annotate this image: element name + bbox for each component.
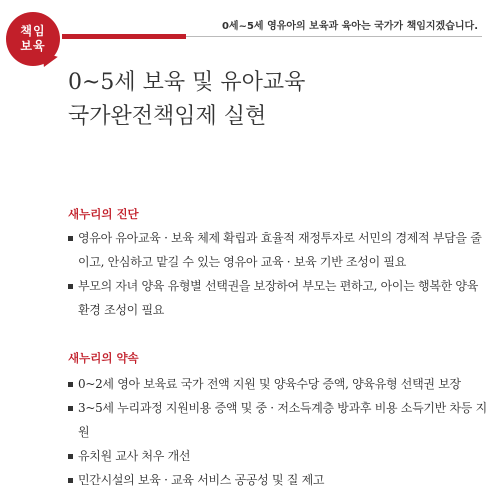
page-title (68, 66, 305, 134)
list-item (68, 468, 488, 492)
title-line-2: 국가완전책임제 실현 (68, 104, 267, 129)
square-bullet-icon (68, 406, 73, 411)
list-item-text: 부모의 자녀 양육 유형별 선택권을 보장하여 부모는 편하고, 아이는 행복한 양육 환경 조성이 필요 (78, 279, 479, 317)
title-line-1: 0~5세 보육 및 유아교육 (68, 70, 306, 95)
list-item (68, 372, 488, 396)
list-item (68, 396, 488, 444)
list-item-text: 3~5세 누리과정 지원비용 증액 및 중 · 저소득계층 방과후 비용 소득기반 차등 지원 (78, 401, 487, 439)
responsibility-badge (6, 12, 60, 66)
badge-line-2: 보육 (20, 39, 46, 53)
list-item-text: 영유아 유아교육 · 보육 체제 확립과 효율적 재정투자로 서민의 경제적 부담을 줄이고, 안심하고 맡길 수 있는 영유아 교육 · 보육 기반 조성이 필요 (78, 231, 482, 269)
list-item (68, 444, 488, 468)
list-item (68, 226, 488, 274)
square-bullet-icon (68, 454, 73, 459)
header-accent-line (62, 34, 186, 39)
square-bullet-icon (68, 284, 73, 289)
list-item-text: 0~2세 영아 보육료 국가 전액 지원 및 양육수당 증액, 양육유형 선택권 보장 (78, 377, 461, 391)
diagnosis-list (68, 226, 488, 322)
section-heading-diagnosis: 새누리의 진단 (68, 207, 139, 221)
promise-list (68, 372, 488, 492)
square-bullet-icon (68, 382, 73, 387)
header-caption: 0세~5세 영유아의 보육과 육아는 국가가 책임지겠습니다. (221, 21, 478, 32)
section-heading-promise: 새누리의 약속 (68, 351, 139, 365)
list-item (68, 274, 488, 322)
list-item-text: 민간시설의 보육 · 교육 서비스 공공성 및 질 제고 (78, 473, 325, 487)
header-rule (186, 36, 482, 37)
square-bullet-icon (68, 478, 73, 483)
square-bullet-icon (68, 236, 73, 241)
list-item-text: 유치원 교사 처우 개선 (78, 449, 191, 463)
badge-line-1: 책임 (20, 24, 46, 38)
